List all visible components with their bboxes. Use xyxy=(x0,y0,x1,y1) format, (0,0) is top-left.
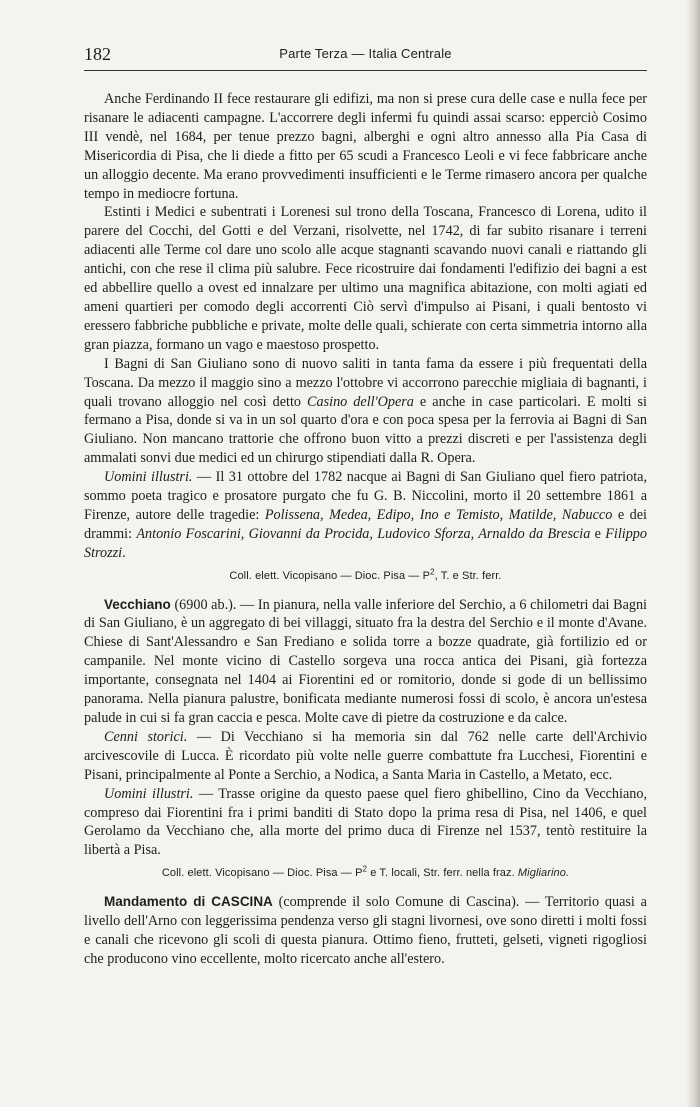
page-number: 182 xyxy=(84,44,111,64)
tragedies-list: Polissena, Medea, Edipo, Ino e Temisto, Matilde, Nabucco xyxy=(264,506,613,523)
page-edge-shadow xyxy=(686,0,700,1107)
section-label: Cenni storici. xyxy=(104,728,188,745)
source-line-san-giuliano: Coll. elett. Vicopisano — Dioc. Pisa — $P^2$, T. e Str. ferr. xyxy=(229,567,502,582)
paragraph-uomini-illustri-vecchiano: Uomini illustri. — Trasse origine da questo paese quel fiero ghibellino, Cino da Vecchiano, compreso dai Fiorentini fra i primi banditi di Stato dopo la prima resa di Pisa, nel 1406, e quel Gerolamo da Vecchiano che, alla morte del primo duca di Firenze nel 1537, tentò restituire la libertà a Pisa. xyxy=(84,785,647,859)
paragraph-cenni-storici: Cenni storici. — Di Vecchiano si ha memoria sin dal 762 nelle carte dell'Archivio arcivescovile di Lucca. È ricordato più volte nelle guerre combattute fra Lucchesi, Fiorentini e Pisani, principalmente al Ponte a Serchio, a Nodica, a Santa Maria in Castello, a Metato, ecc. xyxy=(84,728,648,783)
paragraph-lorenesi: Estinti i Medici e subentrati i Lorenesi sul trono della Toscana, Francesco di Lorena, udito il parere del Cocchi, del Gotti e del Verzani, risolvette, nel 1742, di far subito risanare i terreni adiacenti alle Terme col dare uno scolo alle acque stagnanti scavando nuovi canali e riattando gli antichi, con che rese il clima più salubre. Fece ricostruire dai fondamenti l'edifizio dei bagni a est ed abbellire quello a ovest ed innalzare per ultimo una magnifica abitazione, con molti agiati ed ameni quartieri per comodo degli accorrenti Ciò servì d'impulso ai Pisani, i quali bentosto vi eressero fabbriche pubbliche e private, molte delle quali, schierate con certa simmetria intorno alla gran piazza, formano un vago e maestoso prospetto. xyxy=(84,204,647,353)
section-label: Uomini illustri. xyxy=(104,469,193,486)
source-line-vecchiano: Coll. elett. Vicopisano — Dioc. Pisa — $P^2$ e T. locali, Str. ferr. nella fraz. Migliarino. xyxy=(161,864,570,880)
paragraph-uomini-illustri-niccolini: Uomini illustri. — Il 31 ottobre del 1782 nacque ai Bagni di San Giuliano quel fiero patriota, sommo poeta tragico e prosatore purgato che fu G. B. Niccolini, morto il 20 settembre 1861 a Firenze, autore delle tragedie: Polissena, Medea, Edipo, Ino e Temisto, Matilde, Nabucco e dei drammi: Antonio Foscarini, Giovanni da Procida, Ludovico Sforza, Arnaldo da Brescia e Filippo Strozzi. xyxy=(84,469,647,561)
header-rule xyxy=(84,70,647,71)
paragraph-ferdinando: Anche Ferdinando II fece restaurare gli edifizi, ma non si prese cura delle case e nulla fece per risanare le adiacenti campagne. L'accorrere degli infermi fu quindi assai scarso: epperciò Cosimo III vendè, nel 1684, per tenue prezzo bagni, alberghi e ogni altro annesso alla Pia Casa di Misericordia di Pisa, che li diede a fitto per 65 scudi a Francesco Leoli e vi fece fabbricare anche un alloggio decente. Ma erano provvedimenti insufficienti e le Terme rimasero ancora per qualche tempo in mediocre fortuna. xyxy=(84,91,647,202)
section-label: Uomini illustri. xyxy=(104,785,194,802)
page-header xyxy=(84,40,647,64)
running-title: Parte Terza — Italia Centrale xyxy=(279,46,452,61)
paragraph-vecchiano: Vecchiano (6900 ab.). — In pianura, nella valle inferiore del Serchio, a 6 chilometri dai Bagni di San Giuliano, è un aggregato di bei villaggi, situato fra la destra del Serchio e il monte d'Avane. Chiese di Sant'Alessandro e San Frediano e solida torre a bozze quadrate, già fortilizio ed or campanile. Nel monte vicino di Castello sorgeva una rocca antica dei Pisani, già fortezza importante, consegnata nel 1404 ai Fiorentini ed or romitorio, donde si gode di un bellissimo panorama. Nella pianura palustre, bonificata mediante numerosi fossi di scolo, è ancora un'estesa palude in cui si fa gran caccia e pesca. Molte cave di pietre da costruzione e da calce. xyxy=(84,596,647,726)
page-body xyxy=(84,90,647,969)
entry-heading-cascina: Mandamento di CASCINA xyxy=(104,894,273,910)
entry-heading-vecchiano: Vecchiano xyxy=(104,596,171,612)
paragraph-mandamento-cascina: Mandamento di CASCINA (comprende il solo Comune di Cascina). — Territorio quasi a livello dell'Arno con leggerissima pendenza verso gli stagni livornesi, ove sono diretti i molti fossi e canali che ricevono gli scoli di questa pianura. Ottimo fieno, frutteti, gelseti, vigneti rigogliosi che producono vino eccellente, molto ricercato anche all'estero. xyxy=(84,894,647,967)
dramas-list: Antonio Foscarini, Giovanni da Procida, Ludovico Sforza, Arnaldo da Brescia xyxy=(136,525,591,542)
paragraph-bagni-fama: I Bagni di San Giuliano sono di nuovo saliti in tanta fama da essere i più frequentati della Toscana. Da mezzo il maggio sino a mezzo l'ottobre vi accorrono parecchie migliaia di bagnanti, i quali trovano alloggio nel così detto Casino dell'Opera e anche in case particolari. E molti si fermano a Pisa, donde si va in un sol quarto d'ora e con poca spesa per la ferrovia ai Bagni di San Giuliano. Non mancano trattorie che offrono buon vitto a prezzi discreti e per l'assistenza degli ammalati sonvi due medici ed un chirurgo stipendiati dalla R. Opera. xyxy=(84,355,647,467)
casino-opera: Casino dell'Opera xyxy=(307,393,414,410)
